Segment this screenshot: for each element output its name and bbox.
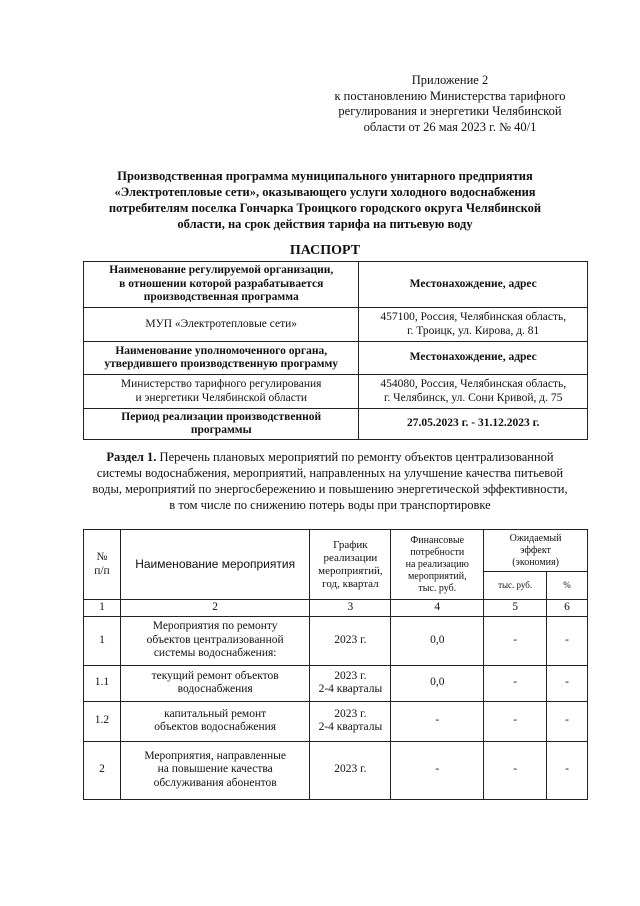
row-finance: - (391, 741, 484, 799)
row-effect-pct: - (547, 665, 588, 701)
row-effect-rub: - (484, 616, 547, 665)
header-cell: тыс. руб. (484, 572, 547, 600)
row-name: капитальный ремонт объектов водоснабжения (120, 701, 310, 741)
row-finance: - (391, 701, 484, 741)
row-finance: 0,0 (391, 616, 484, 665)
table-row (84, 616, 588, 665)
numbering-cell: 5 (484, 600, 547, 617)
table-row (84, 741, 588, 799)
row-schedule: 2023 г. (310, 616, 391, 665)
section-label: Раздел 1. (106, 450, 157, 464)
row-effect-rub: - (484, 741, 547, 799)
numbering-cell: 1 (84, 600, 121, 617)
appendix-line: к постановлению Министерства тарифного (334, 88, 566, 103)
section-text: системы водоснабжения, мероприятий, направленных на улучшение качества питьевой (96, 466, 564, 480)
header-cell: Финансовые потребности на реализацию мероприятий, тыс. руб. (391, 530, 484, 600)
section-heading (72, 449, 588, 513)
row-schedule: 2023 г. (310, 741, 391, 799)
title-line: потребителям поселка Гончарка Троицкого городского округа Челябинской (108, 201, 542, 215)
passport-cell: Местонахождение, адрес (359, 262, 588, 308)
document-title (70, 168, 580, 232)
passport-heading: ПАСПОРТ (289, 243, 361, 258)
title-line: Производственная программа муниципального унитарного предприятия (117, 169, 533, 183)
row-name: Мероприятия, направленные на повышение качества обслуживания абонентов (120, 741, 310, 799)
header-cell: Наименование мероприятия (120, 530, 310, 600)
row-num: 1.2 (84, 701, 121, 741)
passport-cell: Министерство тарифного регулирования и энергетики Челябинской области (84, 375, 359, 409)
passport-cell: Местонахождение, адрес (359, 342, 588, 375)
row-name: текущий ремонт объектов водоснабжения (120, 665, 310, 701)
table-row (84, 665, 588, 701)
row-name: Мероприятия по ремонту объектов централизованной системы водоснабжения: (120, 616, 310, 665)
passport-cell: 27.05.2023 г. - 31.12.2023 г. (359, 409, 588, 440)
numbering-cell: 3 (310, 600, 391, 617)
header-cell: № п/п (84, 530, 121, 600)
numbering-cell: 2 (120, 600, 310, 617)
passport-cell: Наименование уполномоченного органа, утвердившего производственную программу (84, 342, 359, 375)
row-finance: 0,0 (391, 665, 484, 701)
title-line: области, на срок действия тарифа на питьевую воду (177, 217, 473, 231)
row-num: 2 (84, 741, 121, 799)
passport-cell: 454080, Россия, Челябинская область, г. Челябинск, ул. Сони Кривой, д. 75 (359, 375, 588, 409)
header-cell: % (547, 572, 588, 600)
section-text: в том числе по снижению потерь воды при транспортировке (169, 498, 491, 512)
title-line: «Электротепловые сети», оказывающего услуги холодного водоснабжения (114, 185, 536, 199)
row-num: 1.1 (84, 665, 121, 701)
header-cell: Ожидаемый эффект (экономия) (484, 530, 588, 572)
header-cell: График реализации мероприятий, год, квартал (310, 530, 391, 600)
appendix-block (300, 73, 600, 135)
row-num: 1 (84, 616, 121, 665)
row-effect-pct: - (547, 701, 588, 741)
section-text: воды, мероприятий по энергосбережению и повышению энергетической эффективности, (92, 482, 568, 496)
numbering-cell: 4 (391, 600, 484, 617)
section-text: Перечень плановых мероприятий по ремонту объектов централизованной (156, 450, 554, 464)
plan-table (83, 529, 588, 800)
row-effect-rub: - (484, 665, 547, 701)
numbering-cell: 6 (547, 600, 588, 617)
row-effect-pct: - (547, 741, 588, 799)
appendix-line: области от 26 мая 2023 г. № 40/1 (363, 119, 537, 134)
passport-cell: МУП «Электротепловые сети» (84, 308, 359, 342)
passport-cell: 457100, Россия, Челябинская область, г. Троицк, ул. Кирова, д. 81 (359, 308, 588, 342)
passport-table (83, 261, 588, 440)
row-schedule: 2023 г. 2-4 кварталы (310, 701, 391, 741)
appendix-line: Приложение 2 (411, 73, 489, 87)
passport-cell: Период реализации производственной программы (84, 409, 359, 440)
appendix-line: регулирования и энергетики Челябинской (338, 104, 562, 118)
row-effect-rub: - (484, 701, 547, 741)
passport-cell: Наименование регулируемой организации, в отношении которой разрабатывается производственная программа (84, 262, 359, 308)
table-row (84, 701, 588, 741)
row-schedule: 2023 г. 2-4 кварталы (310, 665, 391, 701)
row-effect-pct: - (547, 616, 588, 665)
